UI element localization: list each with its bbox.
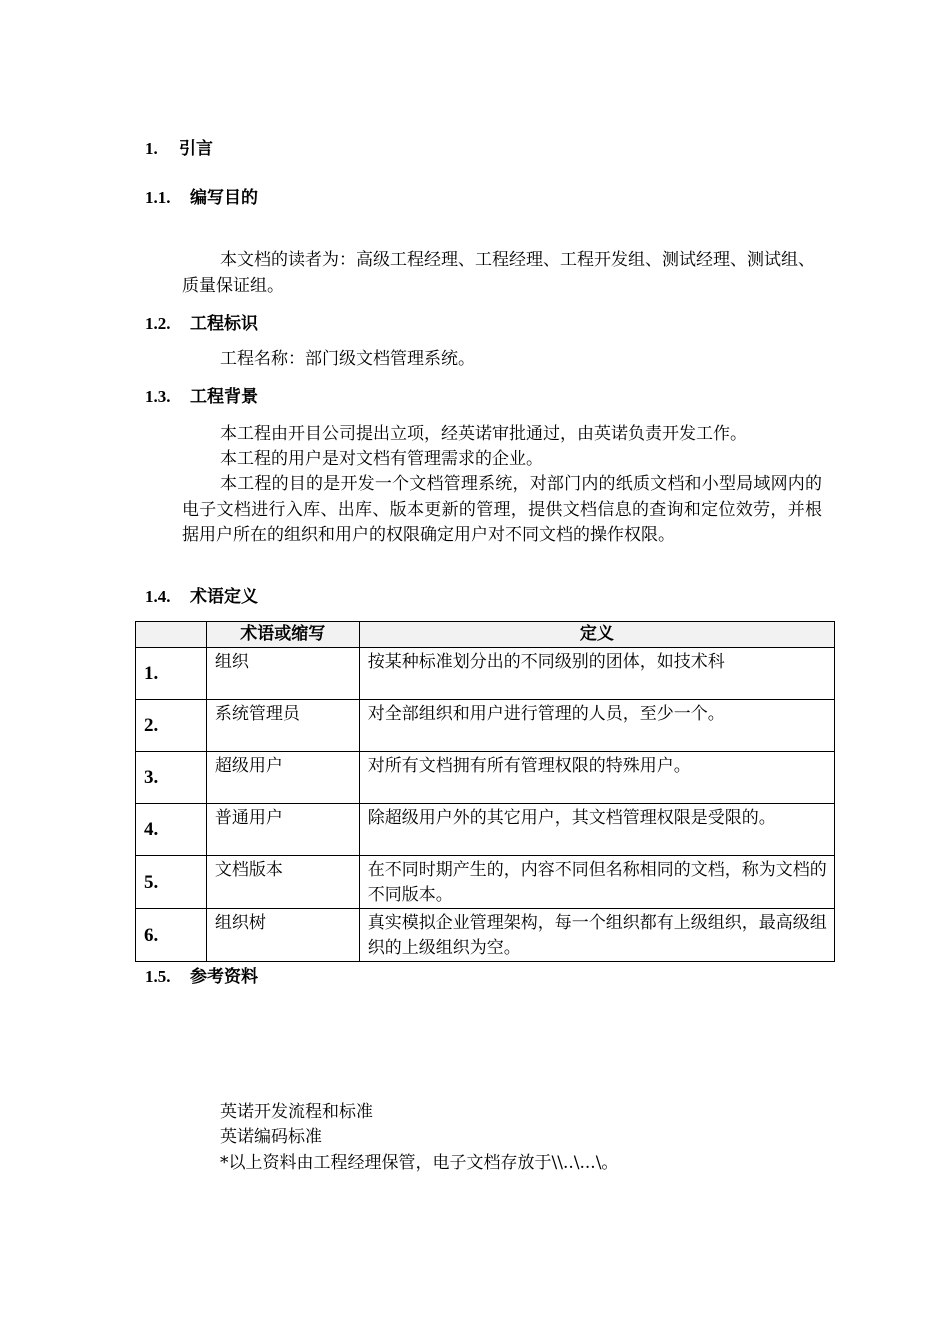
- row-term: 系统管理员: [206, 700, 359, 752]
- row-term: 文档版本: [206, 856, 359, 909]
- heading-title: 工程背景: [190, 387, 258, 407]
- reference-note: *以上资料由工程经理保管，电子文档存放于\\..\...\。: [220, 1153, 619, 1173]
- row-definition: 按某种标准划分出的不同级别的团体，如技术科: [359, 648, 834, 700]
- background-paragraph-1: 本工程由开目公司提出立项，经英诺审批通过，由英诺负责开发工作。: [220, 424, 747, 444]
- row-definition: 在不同时期产生的，内容不同但名称相同的文档，称为文档的不同版本。: [359, 856, 834, 909]
- heading-number: 1.: [145, 139, 158, 158]
- heading-project-identity: [145, 313, 258, 335]
- terminology-table: [135, 621, 835, 962]
- table-row: [136, 648, 835, 700]
- row-term: 组织树: [206, 909, 359, 962]
- heading-title: 编写目的: [190, 188, 258, 208]
- row-index: 1.: [136, 648, 207, 700]
- reference-item: 英诺开发流程和标准: [220, 1102, 373, 1122]
- heading-number: 1.5.: [145, 967, 171, 986]
- heading-number: 1.2.: [145, 314, 171, 333]
- row-term: 组织: [206, 648, 359, 700]
- header-definition: 定义: [359, 622, 834, 648]
- heading-number: 1.4.: [145, 587, 171, 606]
- row-index: 5.: [136, 856, 207, 909]
- header-term: 术语或缩写: [206, 622, 359, 648]
- heading-title: 工程标识: [190, 314, 258, 334]
- table-row: [136, 752, 835, 804]
- heading-number: 1.3.: [145, 387, 171, 406]
- row-term: 超级用户: [206, 752, 359, 804]
- purpose-paragraph: 本文档的读者为：高级工程经理、工程经理、工程开发组、测试经理、测试组、质量保证组。: [182, 250, 815, 296]
- heading-number: 1.1.: [145, 188, 171, 207]
- heading-title: 引言: [179, 139, 213, 159]
- row-definition: 对全部组织和用户进行管理的人员，至少一个。: [359, 700, 834, 752]
- row-definition: 对所有文档拥有所有管理权限的特殊用户。: [359, 752, 834, 804]
- row-definition: 除超级用户外的其它用户，其文档管理权限是受限的。: [359, 804, 834, 856]
- header-index: [136, 622, 207, 648]
- background-paragraph-2: 本工程的用户是对文档有管理需求的企业。: [220, 449, 543, 469]
- background-paragraph-3: 本工程的目的是开发一个文档管理系统，对部门内的纸质文档和小型局域网内的电子文档进行入库、出库、版本更新的管理，提供文档信息的查询和定位效劳，并根据用户所在的组织和用户的权限确定用户对不同文档的操作权限。: [182, 474, 822, 545]
- table-row: [136, 700, 835, 752]
- row-index: 4.: [136, 804, 207, 856]
- row-term: 普通用户: [206, 804, 359, 856]
- heading-references: [145, 966, 258, 988]
- table-row: [136, 856, 835, 909]
- row-index: 6.: [136, 909, 207, 962]
- heading-title: 术语定义: [190, 587, 258, 607]
- table-row: [136, 804, 835, 856]
- heading-introduction: [145, 138, 213, 160]
- row-definition: 真实模拟企业管理架构，每一个组织都有上级组织，最高级组织的上级组织为空。: [359, 909, 834, 962]
- heading-terminology: [145, 586, 258, 608]
- identity-paragraph: 工程名称：部门级文档管理系统。: [220, 349, 475, 369]
- heading-project-background: [145, 386, 258, 408]
- row-index: 3.: [136, 752, 207, 804]
- table-header-row: [136, 622, 835, 648]
- reference-item: 英诺编码标准: [220, 1127, 322, 1147]
- table-row: [136, 909, 835, 962]
- heading-purpose: [145, 187, 258, 209]
- heading-title: 参考资料: [190, 967, 258, 987]
- row-index: 2.: [136, 700, 207, 752]
